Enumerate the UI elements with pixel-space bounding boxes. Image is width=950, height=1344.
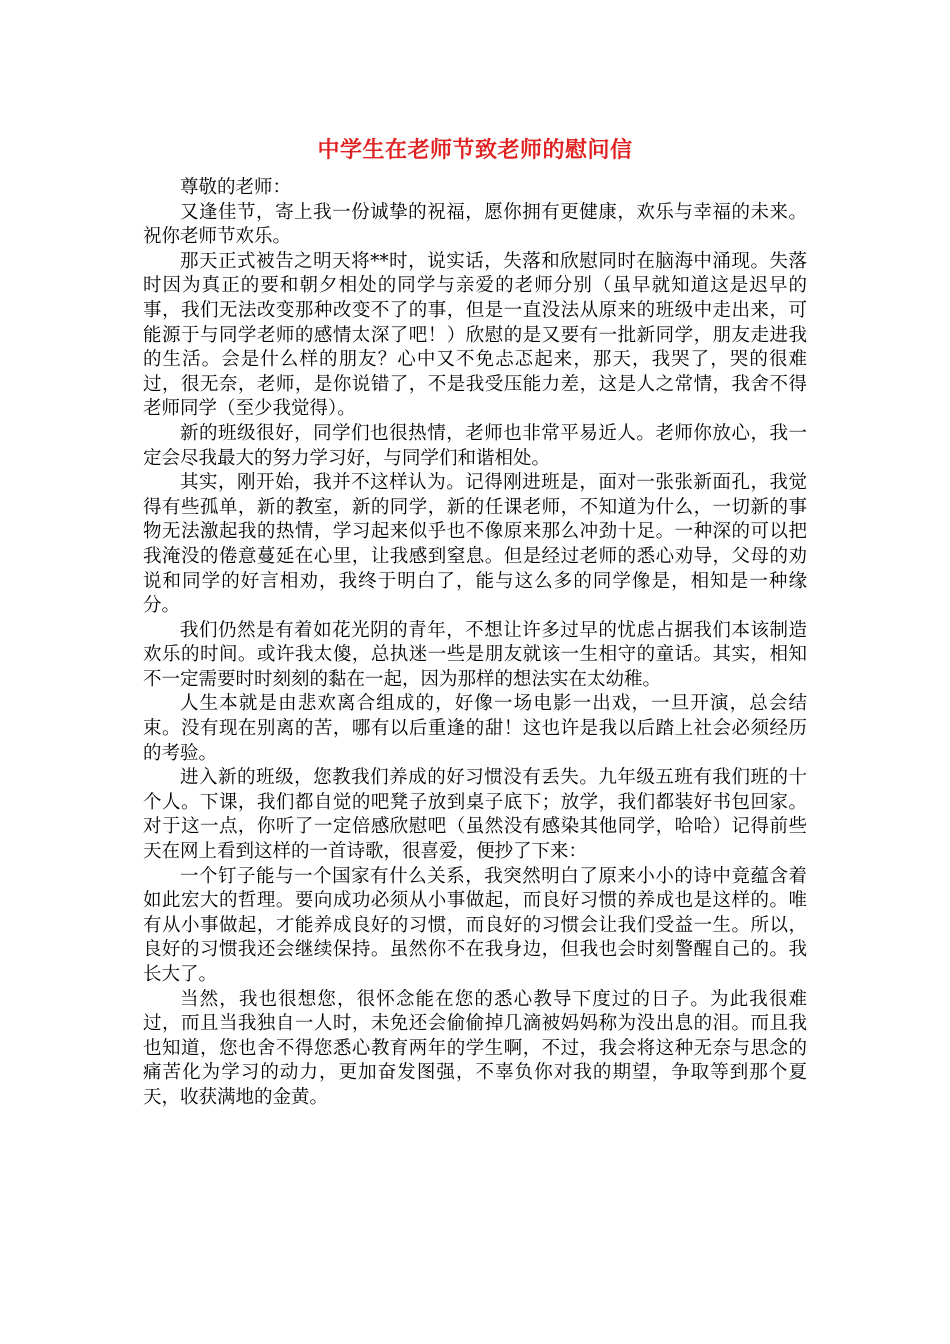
- paragraph-4: 其实，刚开始，我并不这样认为。记得刚进班是，面对一张张新面孔，我觉得有些孤单，新的教室，新的同学，新的任课老师，不知道为什么，一切新的事物无法激起我的热情，学习起来似乎也不像原来那么冲劲十足。一种深的可以把我淹没的倦意蔓延在心里，让我感到窒息。但是经过老师的悉心劝导，父母的劝说和同学的好言相劝，我终于明白了，能与这么多的同学像是，相知是一种缘分。: [143, 472, 807, 617]
- paragraph-2: 那天正式被告之明天将**时，说实话，失落和欣慰同时在脑海中涌现。失落时因为真正的要和朝夕相处的同学与亲爱的老师分别（虽早就知道这是迟早的事，我们无法改变那种改变不了的事，但是一直没法从原来的班级中走出来，可能源于与同学老师的感情太深了吧！）欣慰的是又要有一批新同学，朋友走进我的生活。会是什么样的朋友？心中又不免忐忑起来，那天，我哭了，哭的很难过，很无奈，老师，是你说错了，不是我受压能力差，这是人之常情，我舍不得老师同学（至少我觉得）。: [143, 250, 807, 420]
- document-page: [143, 136, 807, 1111]
- paragraph-9: 当然，我也很想您，很怀念能在您的悉心教导下度过的日子。为此我很难过，而且当我独自一人时，未免还会偷偷掉几滴被妈妈称为没出息的泪。而且我也知道，您也舍不得您悉心教育两年的学生啊，不过，我会将这种无奈与思念的痛苦化为学习的动力，更加奋发图强，不辜负你对我的期望，争取等到那个夏天，收获满地的金黄。: [143, 988, 807, 1108]
- paragraph-3: 新的班级很好，同学们也很热情，老师也非常平易近人。老师你放心，我一定会尽我最大的努力学习好，与同学们和谐相处。: [143, 422, 807, 469]
- paragraph-6: 人生本就是由悲欢离合组成的，好像一场电影一出戏，一旦开演，总会结束。没有现在别离的苦，哪有以后重逢的甜！这也许是我以后踏上社会必须经历的考验。: [143, 693, 807, 764]
- document-title: 中学生在老师节致老师的慰问信: [317, 137, 633, 163]
- paragraph-8: 一个钉子能与一个国家有什么关系，我突然明白了原来小小的诗中竟蕴含着如此宏大的哲理。要向成功必须从小事做起，而良好习惯的养成也是这样的。唯有从小事做起，才能养成良好的习惯，而良好的习惯会让我们受益一生。所以，良好的习惯我还会继续保持。虽然你不在我身边，但我也会时刻警醒自己的。我长大了。: [143, 865, 807, 985]
- paragraph-1: 又逢佳节，寄上我一份诚挚的祝福，愿你拥有更健康，欢乐与幸福的未来。祝你老师节欢乐。: [143, 201, 807, 248]
- paragraph-5: 我们仍然是有着如花光阴的青年，不想让许多过早的忧虑占据我们本该制造欢乐的时间。或许我太傻，总执迷一些是朋友就该一生相守的童话。其实，相知不一定需要时时刻刻的黏在一起，因为那样的想法实在太幼稚。: [143, 619, 807, 690]
- paragraph-7: 进入新的班级，您教我们养成的好习惯没有丢失。九年级五班有我们班的十个人。下课，我们都自觉的吧凳子放到桌子底下；放学，我们都装好书包回家。对于这一点，你听了一定倍感欣慰吧（虽然没有感染其他同学，哈哈）记得前些天在网上看到这样的一首诗歌，很喜爱，便抄了下来：: [143, 767, 807, 863]
- salutation: 尊敬的老师：: [180, 177, 292, 198]
